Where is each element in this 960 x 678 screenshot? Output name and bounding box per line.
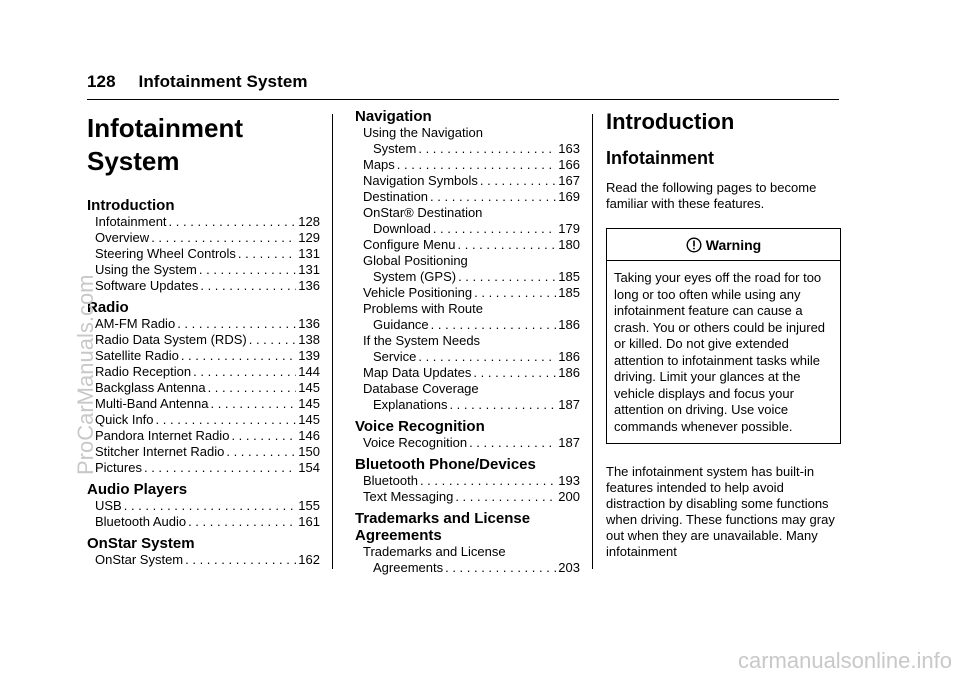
toc-entry-label: Radio Reception bbox=[95, 364, 192, 379]
toc-entry-label: Destination bbox=[363, 189, 429, 204]
toc-entry-page: 186 bbox=[558, 317, 580, 332]
toc-entry-page: 163 bbox=[558, 141, 580, 156]
toc-entry-page: 203 bbox=[558, 560, 580, 575]
body-paragraph: The infotainment system has built-in features intended to help avoid distraction by disabling some functions when driving. These functions may gray out when they are unavailable. Many infotainment bbox=[606, 464, 835, 559]
dot-leader bbox=[181, 348, 296, 364]
toc-entry-label: Voice Recognition bbox=[363, 435, 468, 450]
dot-leader bbox=[177, 316, 296, 332]
dot-leader bbox=[397, 157, 557, 173]
dot-leader bbox=[418, 141, 556, 157]
toc-entry[interactable] bbox=[355, 285, 580, 301]
toc-entry[interactable] bbox=[87, 246, 320, 262]
toc-entry-label: Infotainment bbox=[95, 214, 167, 229]
toc-entry-page: 131 bbox=[298, 262, 320, 277]
toc-entry-label: Multi-Band Antenna bbox=[95, 396, 209, 411]
toc-entry[interactable] bbox=[87, 396, 320, 412]
toc-entry[interactable] bbox=[355, 544, 580, 576]
dot-leader bbox=[418, 349, 556, 365]
toc-entry[interactable] bbox=[355, 173, 580, 189]
toc-entry[interactable] bbox=[355, 205, 580, 237]
toc-list bbox=[87, 552, 320, 568]
toc-entry-label: Quick Info bbox=[95, 412, 154, 427]
toc-entry-label: Using the System bbox=[95, 262, 197, 277]
toc-entry[interactable] bbox=[87, 262, 320, 278]
toc-entry-first-line: Global Positioning bbox=[363, 253, 468, 268]
dot-leader bbox=[124, 498, 297, 514]
toc-entry[interactable] bbox=[355, 381, 580, 413]
toc-section-heading: Voice Recognition bbox=[355, 418, 485, 435]
toc-entry-page: 185 bbox=[558, 285, 580, 300]
dot-leader bbox=[445, 560, 556, 576]
toc-entry-page: 138 bbox=[298, 332, 320, 347]
dot-leader bbox=[474, 285, 556, 301]
dot-leader bbox=[226, 444, 296, 460]
warning-icon bbox=[686, 237, 702, 253]
toc-entry-page: 193 bbox=[558, 473, 580, 488]
toc-entry-label: USB bbox=[95, 498, 122, 513]
toc-entry[interactable] bbox=[87, 278, 320, 294]
toc-entry-label: Maps bbox=[363, 157, 395, 172]
dot-leader bbox=[473, 365, 556, 381]
toc-section-heading: Trademarks and License Agreements bbox=[355, 510, 531, 544]
chapter-title bbox=[87, 112, 320, 178]
toc-entry-label: Pictures bbox=[95, 460, 142, 475]
toc-entry-label: Vehicle Positioning bbox=[363, 285, 473, 300]
toc-entry[interactable] bbox=[87, 380, 320, 396]
toc-entry[interactable] bbox=[87, 316, 320, 332]
dot-leader bbox=[430, 189, 556, 205]
toc-column-1 bbox=[87, 112, 320, 573]
toc-entry[interactable] bbox=[87, 348, 320, 364]
dot-leader bbox=[431, 317, 557, 333]
toc-entry-label: Radio Data System (RDS) bbox=[95, 332, 247, 347]
dot-leader bbox=[449, 397, 556, 413]
dot-leader bbox=[238, 246, 296, 262]
toc-entry-page: 144 bbox=[298, 364, 320, 379]
dot-leader bbox=[208, 380, 297, 396]
toc-entry-page: 161 bbox=[298, 514, 320, 529]
toc-entry[interactable] bbox=[355, 237, 580, 253]
toc-entry[interactable] bbox=[87, 332, 320, 348]
footer-watermark: carmanualsonline.info bbox=[737, 648, 952, 673]
toc-entry[interactable] bbox=[87, 364, 320, 380]
toc-list bbox=[355, 125, 580, 413]
toc-entry[interactable] bbox=[87, 230, 320, 246]
toc-entry[interactable] bbox=[87, 514, 320, 530]
toc-entry-first-line: Database Coverage bbox=[363, 381, 479, 396]
toc-entry[interactable] bbox=[87, 552, 320, 568]
toc-entry-page: 155 bbox=[298, 498, 320, 513]
toc-entry-label: Map Data Updates bbox=[363, 365, 472, 380]
toc-entry-label: Text Messaging bbox=[363, 489, 454, 504]
toc-entry-label: Satellite Radio bbox=[95, 348, 179, 363]
dot-leader bbox=[193, 364, 296, 380]
dot-leader bbox=[188, 514, 296, 530]
dot-leader bbox=[469, 435, 556, 451]
toc-section-heading: Radio bbox=[87, 299, 129, 316]
warning-box bbox=[606, 228, 841, 444]
toc-entry[interactable] bbox=[355, 157, 580, 173]
toc-entry-label: Bluetooth Audio bbox=[95, 514, 187, 529]
toc-entry[interactable] bbox=[87, 498, 320, 514]
toc-section-heading: Audio Players bbox=[87, 481, 188, 498]
toc-entry-page: 179 bbox=[558, 221, 580, 236]
dot-leader bbox=[455, 489, 556, 505]
toc-entry[interactable] bbox=[87, 412, 320, 428]
side-watermark-text: ProCarManuals.com bbox=[73, 274, 98, 475]
toc-entry-page: 154 bbox=[298, 460, 320, 475]
warning-title: Warning bbox=[705, 237, 762, 253]
toc-entry-page: 200 bbox=[558, 489, 580, 504]
toc-section-heading: Introduction bbox=[87, 197, 175, 214]
toc-entry-label: Steering Wheel Controls bbox=[95, 246, 236, 261]
toc-entry-page: 145 bbox=[298, 412, 320, 427]
chapter-title-line: System bbox=[87, 146, 180, 176]
toc-entry-page: 131 bbox=[298, 246, 320, 261]
intro-paragraph: Read the following pages to become familiar with these features. bbox=[606, 180, 817, 211]
toc-entry[interactable] bbox=[87, 460, 320, 476]
toc-entry[interactable] bbox=[355, 253, 580, 285]
dot-leader bbox=[199, 262, 296, 278]
dot-leader bbox=[185, 552, 296, 568]
column-divider-1 bbox=[332, 114, 333, 569]
dot-leader bbox=[420, 473, 556, 489]
toc-entry-page: 162 bbox=[298, 552, 320, 567]
column-divider-2 bbox=[592, 114, 593, 569]
toc-entry-page: 187 bbox=[558, 435, 580, 450]
content-column bbox=[606, 108, 841, 560]
toc-entry[interactable] bbox=[87, 214, 320, 230]
toc-entry-page: 145 bbox=[298, 396, 320, 411]
toc-entry-label: Overview bbox=[95, 230, 150, 245]
toc-entry-page: 169 bbox=[558, 189, 580, 204]
toc-list bbox=[355, 544, 580, 576]
toc-entry[interactable] bbox=[355, 435, 580, 451]
dot-leader bbox=[156, 412, 297, 428]
toc-entry[interactable] bbox=[355, 189, 580, 205]
toc-entry-label: System (GPS) bbox=[373, 269, 457, 284]
toc-entry[interactable] bbox=[355, 473, 580, 489]
toc-entry-page: 150 bbox=[298, 444, 320, 459]
toc-entry-page: 136 bbox=[298, 278, 320, 293]
toc-list bbox=[87, 316, 320, 476]
toc-entry-label: Stitcher Internet Radio bbox=[95, 444, 225, 459]
toc-entry-page: 145 bbox=[298, 380, 320, 395]
toc-entry-label: Download bbox=[373, 221, 431, 236]
toc-entry-label: Pandora Internet Radio bbox=[95, 428, 230, 443]
dot-leader bbox=[480, 173, 556, 189]
toc-list bbox=[87, 214, 320, 294]
page-number: 128 bbox=[87, 72, 116, 91]
subsection-heading: Infotainment bbox=[606, 148, 714, 168]
toc-entry[interactable] bbox=[355, 365, 580, 381]
toc-entry-page: 129 bbox=[298, 230, 320, 245]
toc-entry-page: 186 bbox=[558, 365, 580, 380]
dot-leader bbox=[231, 428, 296, 444]
toc-entry-label: System bbox=[373, 141, 417, 156]
toc-entry-page: 128 bbox=[298, 214, 320, 229]
toc-entry[interactable] bbox=[355, 301, 580, 333]
toc-entry-first-line: Problems with Route bbox=[363, 301, 483, 316]
toc-section-heading: OnStar System bbox=[87, 535, 195, 552]
toc-entry-first-line: Trademarks and License bbox=[363, 544, 506, 559]
dot-leader bbox=[210, 396, 296, 412]
dot-leader bbox=[458, 237, 557, 253]
toc-entry[interactable] bbox=[355, 489, 580, 505]
toc-entry[interactable] bbox=[355, 125, 580, 157]
toc-entry-page: 166 bbox=[558, 157, 580, 172]
dot-leader bbox=[458, 269, 556, 285]
toc-list bbox=[87, 498, 320, 530]
warning-text: Taking your eyes off the road for too long or too often while using any infotainment feature can cause a crash. You or others could be injured or killed. Do not give extended attention to infotainment tasks while driving. Limit your glances at the vehicle displays and focus your attention on driving. Use voice commands whenever possible. bbox=[614, 270, 826, 434]
dot-leader bbox=[433, 221, 556, 237]
toc-entry-label: OnStar System bbox=[95, 552, 184, 567]
toc-entry-first-line: Using the Navigation bbox=[363, 125, 483, 140]
toc-entry-label: Bluetooth bbox=[363, 473, 418, 488]
toc-entry-label: Navigation Symbols bbox=[363, 173, 478, 188]
dot-leader bbox=[169, 214, 297, 230]
running-title: Infotainment System bbox=[138, 72, 308, 91]
toc-entry-label: Agreements bbox=[373, 560, 444, 575]
chapter-title-line: Infotainment bbox=[87, 113, 243, 143]
toc-entry-label: Configure Menu bbox=[363, 237, 456, 252]
toc-entry-first-line: If the System Needs bbox=[363, 333, 481, 348]
section-heading: Introduction bbox=[606, 109, 735, 134]
toc-entry-page: 139 bbox=[298, 348, 320, 363]
toc-entry-page: 146 bbox=[298, 428, 320, 443]
toc-entry-page: 180 bbox=[558, 237, 580, 252]
toc-list bbox=[355, 435, 580, 451]
dot-leader bbox=[144, 460, 296, 476]
toc-entry-label: Software Updates bbox=[95, 278, 199, 293]
dot-leader bbox=[249, 332, 297, 348]
toc-entry-page: 187 bbox=[558, 397, 580, 412]
dot-leader bbox=[151, 230, 296, 246]
header-rule bbox=[87, 99, 839, 100]
running-header bbox=[87, 72, 308, 92]
toc-entry-label: Backglass Antenna bbox=[95, 380, 206, 395]
warning-header bbox=[607, 229, 840, 261]
toc-entry[interactable] bbox=[87, 428, 320, 444]
toc-entry-page: 185 bbox=[558, 269, 580, 284]
toc-entry[interactable] bbox=[87, 444, 320, 460]
dot-leader bbox=[200, 278, 296, 294]
toc-list bbox=[355, 473, 580, 505]
toc-entry-first-line: OnStar® Destination bbox=[363, 205, 483, 220]
toc-entry-label: Service bbox=[373, 349, 417, 364]
toc-entry[interactable] bbox=[355, 333, 580, 365]
toc-entry-label: Guidance bbox=[373, 317, 429, 332]
toc-column-2 bbox=[355, 108, 580, 581]
toc-entry-label: AM-FM Radio bbox=[95, 316, 176, 331]
toc-entry-page: 136 bbox=[298, 316, 320, 331]
toc-section-heading: Bluetooth Phone/Devices bbox=[355, 456, 536, 473]
toc-entry-page: 167 bbox=[558, 173, 580, 188]
toc-section-heading: Navigation bbox=[355, 108, 432, 125]
toc-entry-label: Explanations bbox=[373, 397, 448, 412]
toc-entry-page: 186 bbox=[558, 349, 580, 364]
